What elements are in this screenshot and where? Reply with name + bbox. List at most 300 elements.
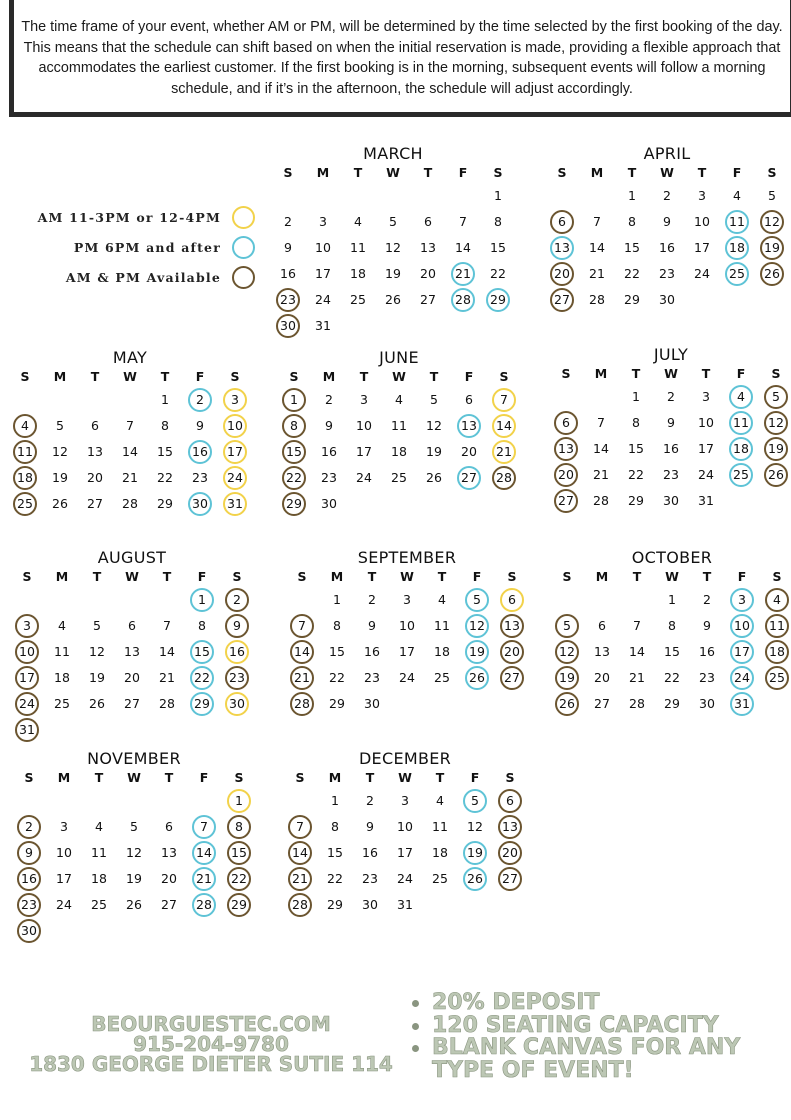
calendar-day[interactable]: 6 [165,819,173,834]
calendar-day[interactable]: 15 [282,440,306,464]
calendar-day[interactable]: 18 [434,644,450,659]
calendar-day[interactable]: 17 [315,266,331,281]
calendar-day[interactable]: 27 [420,292,436,307]
calendar-day[interactable]: 8 [628,214,636,229]
calendar-day[interactable]: 19 [52,470,68,485]
calendar-day[interactable]: 16 [280,266,296,281]
calendar-day[interactable]: 22 [227,867,251,891]
calendar-day[interactable]: 12 [52,444,68,459]
calendar-day[interactable]: 1 [282,388,306,412]
calendar-day[interactable]: 31 [223,492,247,516]
calendar-day[interactable]: 12 [426,418,442,433]
calendar-day[interactable]: 21 [122,470,138,485]
calendar-day[interactable]: 2 [703,592,711,607]
calendar-day[interactable]: 20 [500,640,524,664]
calendar-day[interactable]: 4 [733,188,741,203]
calendar-day[interactable]: 5 [463,789,487,813]
calendar-day[interactable]: 13 [124,644,140,659]
calendar-day[interactable]: 30 [659,292,675,307]
calendar-day[interactable]: 7 [163,618,171,633]
calendar-day[interactable]: 24 [698,467,714,482]
calendar-day[interactable]: 15 [327,845,343,860]
calendar-day[interactable]: 11 [54,644,70,659]
calendar-day[interactable]: 19 [465,640,489,664]
calendar-day[interactable]: 21 [290,666,314,690]
calendar-day[interactable]: 16 [188,440,212,464]
calendar-day[interactable]: 30 [188,492,212,516]
calendar-day[interactable]: 1 [331,793,339,808]
calendar-day[interactable]: 11 [729,411,753,435]
calendar-day[interactable]: 10 [694,214,710,229]
calendar-day[interactable]: 15 [664,644,680,659]
calendar-day[interactable]: 19 [764,437,788,461]
calendar-day[interactable]: 23 [659,266,675,281]
calendar-day[interactable]: 12 [465,614,489,638]
calendar-day[interactable]: 23 [321,470,337,485]
calendar-day[interactable]: 24 [223,466,247,490]
calendar-day[interactable]: 21 [629,670,645,685]
calendar-day[interactable]: 9 [366,819,374,834]
calendar-day[interactable]: 9 [663,214,671,229]
calendar-day[interactable]: 29 [664,696,680,711]
calendar-day[interactable]: 30 [699,696,715,711]
calendar-day[interactable]: 3 [319,214,327,229]
calendar-day[interactable]: 18 [91,871,107,886]
calendar-day[interactable]: 9 [703,618,711,633]
calendar-day[interactable]: 10 [15,640,39,664]
calendar-day[interactable]: 26 [126,897,142,912]
calendar-day[interactable]: 8 [198,618,206,633]
calendar-day[interactable]: 16 [17,867,41,891]
calendar-day[interactable]: 24 [397,871,413,886]
calendar-day[interactable]: 19 [89,670,105,685]
calendar-day[interactable]: 5 [768,188,776,203]
calendar-day[interactable]: 29 [327,897,343,912]
calendar-day[interactable]: 2 [284,214,292,229]
calendar-day[interactable]: 26 [555,692,579,716]
calendar-day[interactable]: 5 [764,385,788,409]
calendar-day[interactable]: 14 [455,240,471,255]
calendar-day[interactable]: 24 [15,692,39,716]
calendar-day[interactable]: 27 [161,897,177,912]
calendar-day[interactable]: 2 [663,188,671,203]
calendar-day[interactable]: 13 [500,614,524,638]
calendar-day[interactable]: 25 [432,871,448,886]
calendar-day[interactable]: 29 [227,893,251,917]
calendar-day[interactable]: 16 [225,640,249,664]
calendar-day[interactable]: 10 [397,819,413,834]
calendar-day[interactable]: 6 [465,392,473,407]
calendar-day[interactable]: 18 [13,466,37,490]
calendar-day[interactable]: 2 [325,392,333,407]
calendar-day[interactable]: 16 [362,845,378,860]
calendar-day[interactable]: 4 [13,414,37,438]
calendar-day[interactable]: 16 [699,644,715,659]
calendar-day[interactable]: 18 [350,266,366,281]
calendar-day[interactable]: 19 [426,444,442,459]
calendar-day[interactable]: 14 [192,841,216,865]
calendar-day[interactable]: 1 [333,592,341,607]
calendar-day[interactable]: 7 [459,214,467,229]
calendar-day[interactable]: 25 [729,463,753,487]
calendar-day[interactable]: 16 [364,644,380,659]
calendar-day[interactable]: 26 [764,463,788,487]
calendar-day[interactable]: 8 [331,819,339,834]
calendar-day[interactable]: 5 [465,588,489,612]
calendar-day[interactable]: 13 [420,240,436,255]
calendar-day[interactable]: 1 [494,188,502,203]
calendar-day[interactable]: 6 [91,418,99,433]
calendar-day[interactable]: 13 [554,437,578,461]
calendar-day[interactable]: 27 [124,696,140,711]
calendar-day[interactable]: 16 [659,240,675,255]
calendar-day[interactable]: 20 [554,463,578,487]
calendar-day[interactable]: 7 [126,418,134,433]
calendar-day[interactable]: 27 [498,867,522,891]
calendar-day[interactable]: 29 [282,492,306,516]
calendar-day[interactable]: 30 [276,314,300,338]
calendar-day[interactable]: 28 [629,696,645,711]
calendar-day[interactable]: 28 [492,466,516,490]
calendar-day[interactable]: 5 [93,618,101,633]
calendar-day[interactable]: 5 [555,614,579,638]
calendar-day[interactable]: 6 [554,411,578,435]
calendar-day[interactable]: 30 [225,692,249,716]
calendar-day[interactable]: 20 [498,841,522,865]
calendar-day[interactable]: 27 [457,466,481,490]
calendar-day[interactable]: 22 [282,466,306,490]
calendar-day[interactable]: 3 [360,392,368,407]
calendar-day[interactable]: 7 [593,214,601,229]
calendar-day[interactable]: 1 [190,588,214,612]
calendar-day[interactable]: 29 [624,292,640,307]
calendar-day[interactable]: 2 [17,815,41,839]
calendar-day[interactable]: 19 [385,266,401,281]
calendar-day[interactable]: 4 [436,793,444,808]
calendar-day[interactable]: 25 [725,262,749,286]
calendar-day[interactable]: 29 [329,696,345,711]
calendar-day[interactable]: 19 [463,841,487,865]
calendar-day[interactable]: 13 [594,644,610,659]
calendar-day[interactable]: 9 [196,418,204,433]
calendar-day[interactable]: 3 [730,588,754,612]
calendar-day[interactable]: 28 [290,692,314,716]
calendar-day[interactable]: 7 [192,815,216,839]
calendar-day[interactable]: 27 [594,696,610,711]
calendar-day[interactable]: 26 [89,696,105,711]
calendar-day[interactable]: 12 [385,240,401,255]
calendar-day[interactable]: 17 [223,440,247,464]
calendar-day[interactable]: 13 [87,444,103,459]
calendar-day[interactable]: 17 [56,871,72,886]
calendar-day[interactable]: 12 [764,411,788,435]
calendar-day[interactable]: 30 [663,493,679,508]
calendar-day[interactable]: 4 [58,618,66,633]
calendar-day[interactable]: 11 [91,845,107,860]
calendar-day[interactable]: 26 [463,867,487,891]
calendar-day[interactable]: 17 [397,845,413,860]
calendar-day[interactable]: 6 [424,214,432,229]
calendar-day[interactable]: 11 [391,418,407,433]
calendar-day[interactable]: 8 [668,618,676,633]
calendar-day[interactable]: 25 [765,666,789,690]
calendar-day[interactable]: 21 [492,440,516,464]
calendar-day[interactable]: 5 [130,819,138,834]
calendar-day[interactable]: 27 [550,288,574,312]
calendar-day[interactable]: 22 [329,670,345,685]
calendar-day[interactable]: 2 [225,588,249,612]
calendar-day[interactable]: 8 [282,414,306,438]
calendar-day[interactable]: 23 [192,470,208,485]
calendar-day[interactable]: 13 [498,815,522,839]
calendar-day[interactable]: 22 [624,266,640,281]
calendar-day[interactable]: 28 [589,292,605,307]
calendar-day[interactable]: 12 [467,819,483,834]
calendar-day[interactable]: 15 [624,240,640,255]
calendar-day[interactable]: 3 [702,389,710,404]
calendar-day[interactable]: 22 [327,871,343,886]
website-link[interactable]: BEOURGUESTEC.COM [91,1012,331,1036]
calendar-day[interactable]: 22 [157,470,173,485]
calendar-day[interactable]: 14 [159,644,175,659]
calendar-day[interactable]: 16 [321,444,337,459]
calendar-day[interactable]: 29 [486,288,510,312]
calendar-day[interactable]: 28 [192,893,216,917]
calendar-day[interactable]: 20 [87,470,103,485]
calendar-day[interactable]: 17 [694,240,710,255]
calendar-day[interactable]: 3 [223,388,247,412]
calendar-day[interactable]: 12 [89,644,105,659]
calendar-day[interactable]: 30 [362,897,378,912]
calendar-day[interactable]: 8 [494,214,502,229]
calendar-day[interactable]: 6 [598,618,606,633]
calendar-day[interactable]: 13 [457,414,481,438]
calendar-day[interactable]: 7 [492,388,516,412]
calendar-day[interactable]: 13 [161,845,177,860]
calendar-day[interactable]: 31 [698,493,714,508]
calendar-day[interactable]: 7 [288,815,312,839]
calendar-day[interactable]: 21 [192,867,216,891]
calendar-day[interactable]: 7 [290,614,314,638]
calendar-day[interactable]: 22 [628,467,644,482]
calendar-day[interactable]: 17 [399,644,415,659]
calendar-day[interactable]: 9 [284,240,292,255]
calendar-day[interactable]: 9 [667,415,675,430]
calendar-day[interactable]: 25 [13,492,37,516]
calendar-day[interactable]: 25 [91,897,107,912]
calendar-day[interactable]: 15 [227,841,251,865]
calendar-day[interactable]: 28 [122,496,138,511]
calendar-day[interactable]: 7 [633,618,641,633]
calendar-day[interactable]: 2 [667,389,675,404]
calendar-day[interactable]: 15 [157,444,173,459]
calendar-day[interactable]: 18 [54,670,70,685]
calendar-day[interactable]: 27 [554,489,578,513]
calendar-day[interactable]: 5 [56,418,64,433]
calendar-day[interactable]: 1 [628,188,636,203]
calendar-day[interactable]: 8 [227,815,251,839]
calendar-day[interactable]: 30 [17,919,41,943]
calendar-day[interactable]: 10 [730,614,754,638]
calendar-day[interactable]: 31 [315,318,331,333]
calendar-day[interactable]: 23 [364,670,380,685]
calendar-day[interactable]: 11 [434,618,450,633]
calendar-day[interactable]: 4 [395,392,403,407]
calendar-day[interactable]: 4 [354,214,362,229]
calendar-day[interactable]: 26 [465,666,489,690]
calendar-day[interactable]: 9 [225,614,249,638]
calendar-day[interactable]: 12 [126,845,142,860]
calendar-day[interactable]: 14 [122,444,138,459]
calendar-day[interactable]: 6 [128,618,136,633]
calendar-day[interactable]: 27 [500,666,524,690]
calendar-day[interactable]: 3 [698,188,706,203]
calendar-day[interactable]: 3 [60,819,68,834]
calendar-day[interactable]: 12 [555,640,579,664]
calendar-day[interactable]: 31 [15,718,39,742]
calendar-day[interactable]: 8 [333,618,341,633]
calendar-day[interactable]: 2 [368,592,376,607]
calendar-day[interactable]: 29 [190,692,214,716]
calendar-day[interactable]: 20 [161,871,177,886]
calendar-day[interactable]: 18 [432,845,448,860]
calendar-day[interactable]: 2 [366,793,374,808]
calendar-day[interactable]: 18 [729,437,753,461]
calendar-day[interactable]: 30 [364,696,380,711]
calendar-day[interactable]: 13 [550,236,574,260]
calendar-day[interactable]: 8 [161,418,169,433]
calendar-day[interactable]: 5 [430,392,438,407]
calendar-day[interactable]: 24 [56,897,72,912]
calendar-day[interactable]: 25 [350,292,366,307]
calendar-day[interactable]: 5 [389,214,397,229]
calendar-day[interactable]: 9 [325,418,333,433]
calendar-day[interactable]: 19 [126,871,142,886]
calendar-day[interactable]: 18 [765,640,789,664]
calendar-day[interactable]: 28 [159,696,175,711]
calendar-day[interactable]: 21 [159,670,175,685]
calendar-day[interactable]: 23 [699,670,715,685]
calendar-day[interactable]: 15 [628,441,644,456]
calendar-day[interactable]: 29 [157,496,173,511]
calendar-day[interactable]: 14 [589,240,605,255]
phone-number[interactable]: 915-204-9780 [133,1032,289,1056]
calendar-day[interactable]: 12 [760,210,784,234]
calendar-day[interactable]: 8 [632,415,640,430]
calendar-day[interactable]: 28 [288,893,312,917]
calendar-day[interactable]: 3 [15,614,39,638]
calendar-day[interactable]: 16 [663,441,679,456]
calendar-day[interactable]: 20 [594,670,610,685]
calendar-day[interactable]: 7 [597,415,605,430]
calendar-day[interactable]: 4 [729,385,753,409]
calendar-day[interactable]: 25 [54,696,70,711]
calendar-day[interactable]: 24 [356,470,372,485]
calendar-day[interactable]: 21 [593,467,609,482]
calendar-day[interactable]: 20 [461,444,477,459]
calendar-day[interactable]: 3 [403,592,411,607]
calendar-day[interactable]: 26 [426,470,442,485]
calendar-day[interactable]: 21 [451,262,475,286]
calendar-day[interactable]: 22 [490,266,506,281]
calendar-day[interactable]: 10 [223,414,247,438]
calendar-day[interactable]: 17 [356,444,372,459]
calendar-day[interactable]: 19 [760,236,784,260]
calendar-day[interactable]: 6 [500,588,524,612]
calendar-day[interactable]: 18 [725,236,749,260]
calendar-day[interactable]: 28 [593,493,609,508]
calendar-day[interactable]: 9 [17,841,41,865]
calendar-day[interactable]: 1 [668,592,676,607]
calendar-day[interactable]: 2 [188,388,212,412]
calendar-day[interactable]: 10 [56,845,72,860]
calendar-day[interactable]: 26 [760,262,784,286]
calendar-day[interactable]: 21 [288,867,312,891]
calendar-day[interactable]: 17 [730,640,754,664]
calendar-day[interactable]: 10 [315,240,331,255]
calendar-day[interactable]: 23 [225,666,249,690]
calendar-day[interactable]: 4 [765,588,789,612]
calendar-day[interactable]: 27 [87,496,103,511]
calendar-day[interactable]: 15 [329,644,345,659]
calendar-day[interactable]: 11 [725,210,749,234]
calendar-day[interactable]: 25 [434,670,450,685]
calendar-day[interactable]: 14 [288,841,312,865]
calendar-day[interactable]: 19 [555,666,579,690]
calendar-day[interactable]: 14 [629,644,645,659]
calendar-day[interactable]: 17 [698,441,714,456]
calendar-day[interactable]: 25 [391,470,407,485]
calendar-day[interactable]: 1 [632,389,640,404]
calendar-day[interactable]: 11 [765,614,789,638]
calendar-day[interactable]: 6 [550,210,574,234]
calendar-day[interactable]: 10 [399,618,415,633]
calendar-day[interactable]: 28 [451,288,475,312]
calendar-day[interactable]: 11 [432,819,448,834]
calendar-day[interactable]: 24 [399,670,415,685]
calendar-day[interactable]: 22 [664,670,680,685]
calendar-day[interactable]: 24 [730,666,754,690]
calendar-day[interactable]: 11 [13,440,37,464]
calendar-day[interactable]: 4 [95,819,103,834]
calendar-day[interactable]: 24 [694,266,710,281]
calendar-day[interactable]: 24 [315,292,331,307]
calendar-day[interactable]: 14 [593,441,609,456]
calendar-day[interactable]: 21 [589,266,605,281]
calendar-day[interactable]: 1 [227,789,251,813]
calendar-day[interactable]: 11 [350,240,366,255]
calendar-day[interactable]: 20 [550,262,574,286]
calendar-day[interactable]: 15 [190,640,214,664]
calendar-day[interactable]: 20 [124,670,140,685]
calendar-day[interactable]: 18 [391,444,407,459]
calendar-day[interactable]: 14 [290,640,314,664]
calendar-day[interactable]: 1 [161,392,169,407]
calendar-day[interactable]: 26 [385,292,401,307]
calendar-day[interactable]: 17 [15,666,39,690]
calendar-day[interactable]: 4 [438,592,446,607]
calendar-day[interactable]: 26 [52,496,68,511]
calendar-day[interactable]: 31 [730,692,754,716]
calendar-day[interactable]: 15 [490,240,506,255]
calendar-day[interactable]: 9 [368,618,376,633]
calendar-day[interactable]: 22 [190,666,214,690]
calendar-day[interactable]: 6 [498,789,522,813]
calendar-day[interactable]: 30 [321,496,337,511]
calendar-day[interactable]: 29 [628,493,644,508]
calendar-day[interactable]: 23 [663,467,679,482]
calendar-day[interactable]: 31 [397,897,413,912]
